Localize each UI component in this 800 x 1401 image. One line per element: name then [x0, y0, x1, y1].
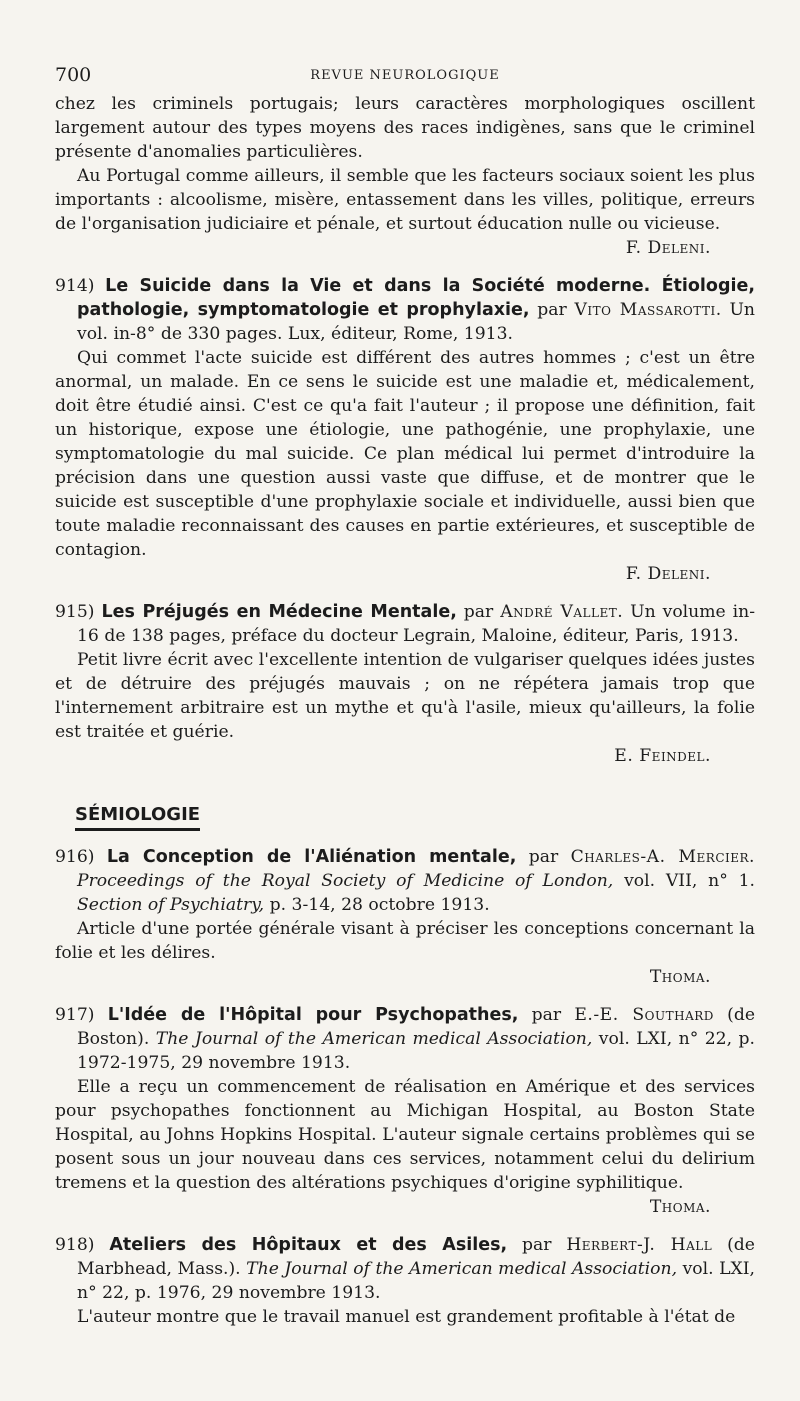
entry-heading [55, 1003, 755, 1075]
entry-body: L'auteur montre que le travail manuel est grandement profitable à l'état de [77, 1307, 736, 1327]
entry-journal: The Journal of the American medical Association, [246, 1259, 678, 1279]
entry-journal: Proceedings of the Royal Society of Medicine of London, [77, 871, 614, 891]
section-heading: SÉMIOLOGIE [75, 804, 200, 831]
entry-title: Ateliers des Hôpitaux et des Asiles, [109, 1235, 508, 1255]
signature: Thoma. [649, 967, 711, 987]
entry-number: 914) [55, 276, 95, 296]
entry-reference: Un volume in-16 de 138 pages, préface du docteur Legrain, Maloine, éditeur, Paris, 1913. [77, 602, 756, 646]
entry-heading [55, 274, 755, 346]
entry-volume: vol. VII, n° 1. [624, 871, 755, 891]
entry-918 [55, 1233, 755, 1329]
entry-body [55, 346, 755, 586]
intro-paragraph-2 [55, 164, 755, 260]
entry-pages: p. 3-14, 28 octobre 1913. [269, 895, 490, 915]
entry-location: (de Marbhead, Mass.). [77, 1235, 755, 1279]
page [55, 60, 755, 1329]
entry-reference: vol. LXI, n° 22, p. 1976, 29 novembre 1913. [77, 1259, 755, 1303]
entry-916 [55, 845, 755, 989]
entry-number: 918) [55, 1235, 95, 1255]
entry-917 [55, 1003, 755, 1219]
entry-reference: vol. LXI, n° 22, p. 1972-1975, 29 novembre 1913. [77, 1029, 755, 1073]
page-number: 700 [55, 64, 92, 86]
entry-heading [55, 600, 755, 648]
entry-reference: Un vol. in-8° de 330 pages. Lux, éditeur, Rome, 1913. [77, 300, 755, 344]
entry-title: L'Idée de l'Hôpital pour Psychopathes, [107, 1005, 519, 1025]
entry-by: par [537, 300, 567, 320]
entry-body-text: Petit livre écrit avec l'excellente intention de vulgariser quelques idées justes et de détruire des préjugés mauvais ; on ne répétera jamais trop que l'internement arbitraire est un mythe et qu'à l'asile, mieux qu'ailleurs, la folie est traitée et guérie. [55, 650, 755, 742]
page-header [55, 60, 755, 92]
entry-915 [55, 600, 755, 768]
signature: F. Deleni. [625, 238, 711, 258]
entry-heading [55, 1233, 755, 1305]
entry-914 [55, 274, 755, 586]
entry-by: par [463, 602, 494, 622]
entry-author: André Vallet. [500, 602, 624, 622]
entry-location: (de Boston). [77, 1005, 756, 1049]
entry-body-text: Elle a reçu un commencement de réalisation en Amérique et des services pour psychopathes fonctionnent au Michigan Hospital, au Boston State Hospital, au Johns Hopkins Hospital. L'auteur signale certains problèmes qui se posent sous un jour nouveau dans ces services, notamment celui du delirium tremens et la question des altérations psychiques d'origine syphilitique. [55, 1077, 755, 1193]
entry-number: 916) [55, 847, 95, 867]
signature: Thoma. [649, 1197, 711, 1217]
section-heading-wrap [55, 804, 755, 831]
entry-journal: The Journal of the American medical Association, [155, 1029, 593, 1049]
entry-author: Vito Massarotti. [574, 300, 722, 320]
signature: E. Feindel. [614, 746, 711, 766]
entry-body [55, 1075, 755, 1219]
intro-paragraph-1: chez les criminels portugais; leurs caractères morphologiques oscillent largement autour des types moyens des races indigènes, sans que le criminel présente d'anomalies particulières. [55, 94, 755, 162]
running-title: REVUE NEUROLOGIQUE [310, 68, 500, 83]
entry-body-text: Qui commet l'acte suicide est différent des autres hommes ; c'est un être anormal, un malade. En ce sens le suicide est une maladie et, médicalement, doit être étudié ainsi. C'est ce qu'a fait l'auteur ; il propose une définition, fait un historique, expose une étiologie, une pathogénie, une prophylaxie, une symptomatologie du mal suicide. Ce plan médical lui permet d'introduire la précision dans une question aussi vaste que diffuse, et de montrer que le suicide est susceptible d'une prophylaxie sociale et individuelle, aussi bien que toute maladie reconnaissant des causes en partie extérieures, et susceptible de contagion. [55, 348, 755, 560]
entry-body [55, 917, 755, 989]
entry-number: 915) [55, 602, 95, 622]
entry-journal-section: Section of Psychiatry, [77, 895, 265, 915]
signature: F. Deleni. [625, 564, 711, 584]
entry-by: par [522, 1235, 552, 1255]
entry-author: Herbert-J. Hall [566, 1235, 713, 1255]
entry-body [55, 648, 755, 768]
entry-by: par [528, 847, 559, 867]
intro-paragraph-2-text: Au Portugal comme ailleurs, il semble que les facteurs sociaux soient les plus importants : alcoolisme, misère, entassement dans les villes, politique, erreurs de l'organisation judiciaire et pénale, et surtout éducation nulle ou vicieuse. [55, 166, 755, 234]
entry-title: Les Préjugés en Médecine Mentale, [101, 602, 457, 622]
entry-author: E.-E. Southard [574, 1005, 714, 1025]
entry-author: Charles-A. Mercier. [570, 847, 756, 867]
entry-body-text: Article d'une portée générale visant à préciser les conceptions concernant la folie et les délires. [55, 919, 755, 963]
entry-by: par [531, 1005, 562, 1025]
entry-heading [55, 845, 755, 917]
entry-number: 917) [55, 1005, 95, 1025]
entry-title: Le Suicide dans la Vie et dans la Société moderne. Étiologie, pathologie, symptomatologie et prophylaxie, [77, 276, 755, 320]
entry-title: La Conception de l'Aliénation mentale, [106, 847, 517, 867]
